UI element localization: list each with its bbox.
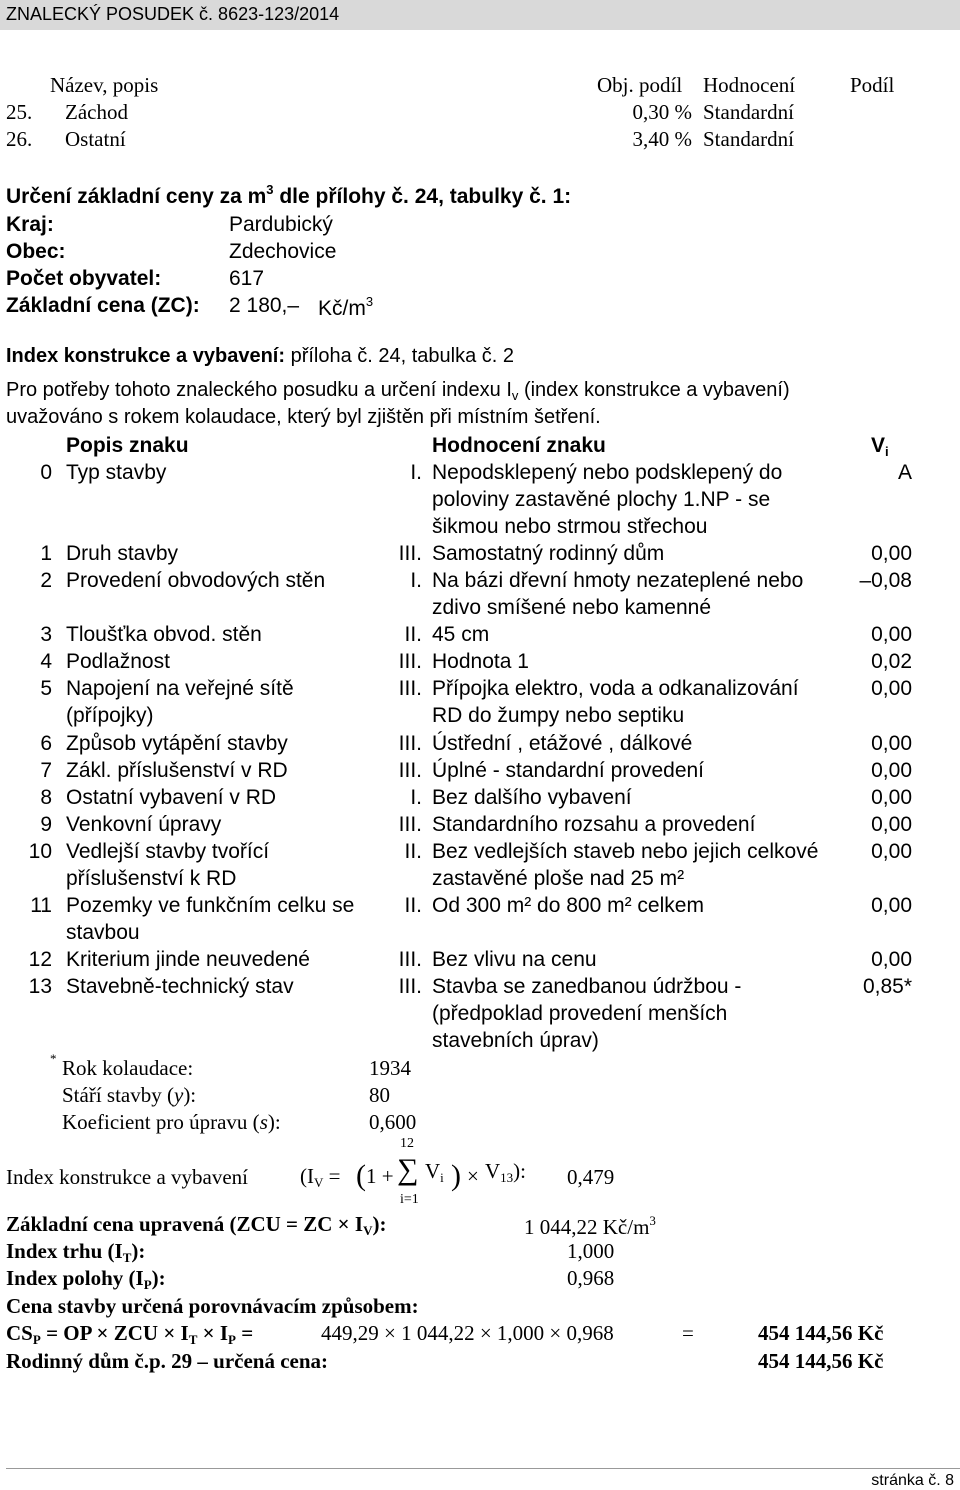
zc-value: 2 180,–: [229, 294, 300, 317]
index-heading: Index konstrukce a vybavení: příloha č. 24, tabulka č. 2: [6, 345, 515, 367]
formula-sigma: ∑: [397, 1153, 419, 1186]
sign-row-level: III.: [398, 677, 422, 700]
sign-row-value: 0,00: [871, 732, 912, 755]
sign-row-description: Bez vlivu na cenu: [432, 948, 597, 971]
sign-row-name: Podlažnost: [66, 650, 170, 673]
market-index-value: 1,000: [567, 1239, 615, 1263]
cs-equals: =: [682, 1321, 694, 1345]
sign-row-description: Stavba se zanedbanou údržbou -: [432, 975, 742, 998]
sign-row-level: III.: [398, 542, 422, 565]
sign-row-number: 10: [28, 840, 52, 863]
sign-row-name: Druh stavby: [66, 542, 179, 565]
sign-row-name: příslušenství k RD: [66, 867, 237, 890]
zcu-value: 1 044,22 $Kč/m^3$: [524, 1213, 656, 1239]
sign-row-description: 45 cm: [432, 623, 490, 646]
town-value: Zdechovice: [229, 240, 337, 263]
sign-row-description: zdivo smíšené nebo kamenné: [432, 596, 711, 619]
sign-row-level: II.: [404, 894, 422, 917]
sign-row-value: A: [897, 461, 912, 484]
sign-row-level: I.: [410, 569, 422, 592]
sign-row-name: Zákl. příslušenství v RD: [66, 759, 288, 782]
sign-row-name: Typ stavby: [66, 461, 167, 484]
formula-times: ×: [467, 1164, 479, 1188]
sign-row-number: 13: [28, 975, 52, 998]
sign-row-number: 5: [40, 677, 52, 700]
sign-row-level: III.: [398, 732, 422, 755]
row-share: 0,30 %: [632, 100, 692, 124]
formula-one-plus: 1 +: [366, 1164, 394, 1188]
sign-row-level: III.: [398, 975, 422, 998]
col-sign-header: Popis znaku: [66, 434, 189, 457]
col-rating-header: Hodnocení: [703, 73, 796, 97]
sign-row-description: Bez dalšího vybavení: [432, 786, 632, 809]
sign-row-description: Hodnota 1: [432, 650, 529, 673]
col-v-header: $V_i$: [871, 434, 889, 459]
sign-row-name: Způsob vytápění stavby: [66, 732, 288, 755]
zc-label: Základní cena (ZC):: [6, 294, 200, 317]
header-title: ZNALECKÝ POSUDEK č. 8623-123/2014: [6, 4, 340, 24]
sign-row-value: –0,08: [859, 569, 912, 592]
index-paragraph-line-1: Pro potřeby tohoto znaleckého posudku a určení indexu $I_v$ (index konstrukce a vybavení): [6, 379, 790, 403]
footer-divider: [6, 1468, 960, 1469]
sign-row-number: 8: [40, 786, 52, 809]
sign-row-level: III.: [398, 650, 422, 673]
coef-value: 0,600: [369, 1110, 417, 1134]
index-paragraph-line-2: uvažováno s rokem kolaudace, který byl zjištěn při místním šetření.: [6, 406, 601, 428]
town-label: Obec:: [6, 240, 66, 263]
row-name: Ostatní: [65, 127, 126, 151]
row-rating: Standardní: [703, 100, 794, 124]
sign-row-value: 0,00: [871, 813, 912, 836]
sign-row-description: Na bázi dřevní hmoty nezateplené nebo: [432, 569, 804, 592]
sign-row-name: Stavebně-technický stav: [66, 975, 294, 998]
sign-row-number: 1: [40, 542, 52, 565]
sign-row-value: 0,00: [871, 623, 912, 646]
formula-lower-limit: i=1: [400, 1192, 419, 1207]
sign-row-description: Od 300 m² do 800 m² celkem: [432, 894, 704, 917]
age-label: Stáří stavby (y):: [62, 1083, 197, 1107]
sign-row-name: Provedení obvodových stěn: [66, 569, 326, 592]
region-label: Kraj:: [6, 213, 54, 236]
sign-row-level: II.: [404, 623, 422, 646]
sign-row-level: III.: [398, 759, 422, 782]
sign-row-description: Standardního rozsahu a provedení: [432, 813, 756, 836]
sign-row-level: III.: [398, 948, 422, 971]
sign-row-value: 0,00: [871, 786, 912, 809]
row-name: Záchod: [65, 100, 128, 124]
zc-unit: $Kč/m^3$: [318, 294, 374, 320]
sign-row-description: (předpoklad provedení menších: [432, 1002, 728, 1025]
sign-row-level: II.: [404, 840, 422, 863]
sign-row-description: šikmou nebo strmou střechou: [432, 515, 708, 538]
formula-open-paren: (: [356, 1159, 366, 1192]
col-part-header: Podíl: [850, 73, 895, 97]
sign-row-number: 2: [40, 569, 52, 592]
sign-row-description: Ústřední , etážové , dálkové: [432, 732, 693, 755]
sign-row-name: Pozemky ve funkčním celku se: [66, 894, 355, 917]
sign-row-number: 9: [40, 813, 52, 836]
page-header: [0, 0, 960, 30]
location-index-value: 0,968: [567, 1266, 615, 1290]
sign-row-value: 0,85*: [862, 975, 912, 998]
region-value: Pardubický: [229, 213, 333, 236]
sign-row-value: 0,00: [871, 677, 912, 700]
sign-row-name: Tloušťka obvod. stěn: [66, 623, 262, 646]
formula-vi: $V_i$: [425, 1159, 444, 1185]
sign-row-level: I.: [410, 786, 422, 809]
final-price-value: 454 144,56 Kč: [758, 1349, 884, 1373]
sign-row-value: 0,00: [871, 759, 912, 782]
sign-row-number: 3: [40, 623, 52, 646]
row-num: 25.: [6, 100, 33, 124]
sign-row-description: Bez vedlejších staveb nebo jejich celkové: [432, 840, 819, 863]
row-rating: Standardní: [703, 127, 794, 151]
sign-row-level: I.: [410, 461, 422, 484]
sign-row-description: poloviny zastavěné plochy 1.NP - se: [432, 488, 771, 511]
sign-row-description: Samostatný rodinný dům: [432, 542, 665, 565]
location-index-label: Index polohy $(I_P)$:: [6, 1266, 166, 1292]
sign-row-description: Přípojka elektro, voda a odkanalizování: [432, 677, 799, 700]
sign-row-name: Kriterium jinde neuvedené: [66, 948, 310, 971]
col-name-header: Název, popis: [50, 73, 159, 97]
sign-row-name: Venkovní úpravy: [66, 813, 222, 836]
sign-row-value: 0,02: [871, 650, 912, 673]
sign-row-name: Ostatní vybavení v RD: [66, 786, 277, 809]
base-price-heading: Určení základní ceny za $m^3$ dle přílohy č. 24, tabulky č. 1:: [6, 182, 572, 208]
sign-row-name: Napojení na veřejné sítě: [66, 677, 294, 700]
formula-iv: ($I_V$ =: [300, 1164, 341, 1190]
zcu-label: Základní cena upravená (ZCU = ZC × $I_V$):: [6, 1212, 387, 1238]
formula-upper-limit: 12: [400, 1136, 414, 1151]
sign-row-number: 6: [40, 732, 52, 755]
sign-row-description: stavebních úprav): [432, 1029, 599, 1052]
age-footnote-star: *: [50, 1051, 57, 1066]
coef-label: Koeficient pro úpravu (s):: [62, 1110, 281, 1134]
page-number: stránka č. 8: [871, 1472, 954, 1489]
formula-close-paren: ): [451, 1159, 461, 1192]
sign-row-number: 4: [40, 650, 52, 673]
cs-formula: $CS_P$ = OP × ZCU × $I_T \times I_P$ =: [6, 1321, 254, 1347]
sign-row-level: III.: [398, 813, 422, 836]
cs-value: 454 144,56 Kč: [758, 1321, 884, 1345]
sign-row-number: 7: [40, 759, 52, 782]
sign-row-number: 0: [40, 461, 52, 484]
sign-row-description: Nepodsklepený nebo podsklepený do: [432, 461, 783, 484]
sign-row-name: (přípojky): [66, 704, 154, 727]
sign-row-description: zastavěné ploše nad 25 m²: [432, 867, 685, 890]
market-index-label: Index trhu $(I_T)$:: [6, 1239, 146, 1265]
age-value: 80: [369, 1083, 390, 1107]
formula-label: Index konstrukce a vybavení: [6, 1165, 249, 1189]
cs-calculation: 449,29 × 1 044,22 × 1,000 × 0,968: [321, 1321, 614, 1345]
sign-row-value: 0,00: [871, 840, 912, 863]
population-value: 617: [229, 267, 265, 290]
sign-row-value: 0,00: [871, 894, 912, 917]
sign-row-name: stavbou: [66, 921, 140, 944]
sign-row-number: 12: [28, 948, 52, 971]
year-label: Rok kolaudace:: [62, 1056, 194, 1080]
row-num: 26.: [6, 127, 33, 151]
col-sign-rating-header: Hodnocení znaku: [432, 434, 606, 457]
sign-row-value: 0,00: [871, 948, 912, 971]
formula-v13: $V_{13}$):: [485, 1159, 526, 1185]
col-share-header: Obj. podíl: [597, 73, 683, 97]
final-price-label: Rodinný dům č.p. 29 – určená cena:: [6, 1349, 329, 1373]
row-share: 3,40 %: [632, 127, 692, 151]
sign-row-description: RD do žumpy nebo septiku: [432, 704, 685, 727]
price-heading: Cena stavby určená porovnávacím způsobem:: [6, 1294, 419, 1318]
year-value: 1934: [369, 1056, 411, 1080]
sign-row-name: Vedlejší stavby tvořící: [66, 840, 270, 863]
sign-row-description: Úplné - standardní provedení: [432, 759, 705, 782]
sign-row-value: 0,00: [871, 542, 912, 565]
formula-result: 0,479: [567, 1165, 615, 1189]
population-label: Počet obyvatel:: [6, 267, 162, 290]
sign-row-number: 11: [30, 894, 52, 917]
